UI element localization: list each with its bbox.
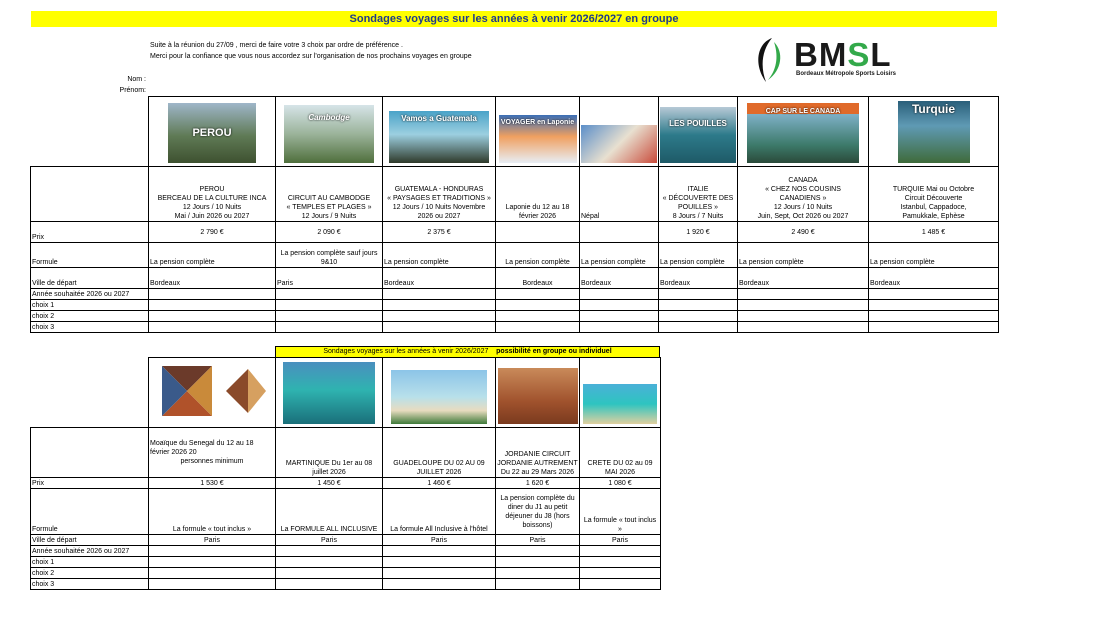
input-cell[interactable] <box>149 557 276 568</box>
trip-desc-guatemala: GUATEMALA - HONDURAS « PAYSAGES ET TRADITIONS » 12 Jours / 10 Nuits Novembre 2026 ou 2027 <box>383 167 496 222</box>
formule-cell: La pension complète sauf jours 9&10 <box>276 243 383 268</box>
input-cell[interactable] <box>496 557 580 568</box>
ville-cell: Bordeaux <box>738 268 869 289</box>
peru-image: PEROU <box>168 103 256 163</box>
input-cell[interactable] <box>496 579 580 590</box>
input-cell[interactable] <box>276 322 383 333</box>
trip-image-cell <box>580 358 661 428</box>
trip-image-cell <box>149 97 276 167</box>
ville-cell: Paris <box>276 535 383 546</box>
row-label-annee: Année souhaitée 2026 ou 2027 <box>31 546 149 557</box>
input-cell[interactable] <box>659 289 738 300</box>
martinique-image <box>283 362 375 424</box>
ville-cell: Bordeaux <box>496 268 580 289</box>
input-cell[interactable] <box>580 579 661 590</box>
input-cell[interactable] <box>496 568 580 579</box>
trip-image-cell <box>496 97 580 167</box>
formule-cell: La pension complète du diner du J1 au petit déjeuner du J8 (hors boissons) <box>496 489 580 535</box>
price-cell: 1 080 € <box>580 478 661 489</box>
price-cell: 1 620 € <box>496 478 580 489</box>
trip-desc-laponie: Laponie du 12 au 18 février 2026 <box>496 167 580 222</box>
trip-desc-canada: CANADA « CHEZ NOS COUSINS CANADIENS » 12 Jours / 10 Nuits Juin, Sept, Oct 2026 ou 2027 <box>738 167 869 222</box>
input-cell[interactable] <box>383 557 496 568</box>
input-cell[interactable] <box>276 289 383 300</box>
formule-cell: La pension complète <box>149 243 276 268</box>
input-cell[interactable] <box>276 546 383 557</box>
input-cell[interactable] <box>580 289 659 300</box>
row-label-choix3: choix 3 <box>31 322 149 333</box>
formule-cell: La FORMULE ALL INCLUSIVE <box>276 489 383 535</box>
ville-cell: Paris <box>276 268 383 289</box>
input-cell[interactable] <box>580 322 659 333</box>
table2-title: Sondages voyages sur les années à venir 2026/2027 possibilité en groupe ou individuel <box>275 346 660 358</box>
guadeloupe-image <box>391 370 487 424</box>
formule-cell: La pension complète <box>383 243 496 268</box>
input-cell[interactable] <box>149 579 276 590</box>
input-cell[interactable] <box>496 300 580 311</box>
trip-desc-turquie: TURQUIE Mai ou Octobre Circuit Découverte Istanbul, Cappadoce, Pamukkale, Ephèse <box>869 167 999 222</box>
nepal-image <box>581 125 657 163</box>
formule-cell: La formule All Inclusive à l'hôtel <box>383 489 496 535</box>
row-label-choix2: choix 2 <box>31 568 149 579</box>
nom-label: Nom : <box>127 76 146 83</box>
bmsl-logo <box>752 36 912 86</box>
input-cell[interactable] <box>869 300 999 311</box>
input-cell[interactable] <box>276 568 383 579</box>
trip-desc-guadeloupe: GUADELOUPE DU 02 AU 09 JUILLET 2026 <box>383 428 496 478</box>
input-cell[interactable] <box>383 289 496 300</box>
trip-image-cell <box>276 97 383 167</box>
jordanie-image <box>498 368 578 424</box>
survey-table-individuel <box>30 357 661 590</box>
trip-image-cell <box>659 97 738 167</box>
input-cell[interactable] <box>383 322 496 333</box>
corner-cell <box>31 97 149 167</box>
trip-image-cell <box>383 97 496 167</box>
row-label-choix1: choix 1 <box>31 300 149 311</box>
formule-cell: La pension complète <box>738 243 869 268</box>
trip-image-cell <box>869 97 999 167</box>
row-label-annee: Année souhaitée 2026 ou 2027 <box>31 289 149 300</box>
input-cell[interactable] <box>149 289 276 300</box>
price-cell <box>496 222 580 243</box>
input-cell[interactable] <box>149 311 276 322</box>
row-label-choix3: choix 3 <box>31 579 149 590</box>
input-cell[interactable] <box>738 322 869 333</box>
ville-cell: Bordeaux <box>869 268 999 289</box>
trip-desc-jordanie: JORDANIE CIRCUIT JORDANIE AUTREMENT Du 22 au 29 Mars 2026 <box>496 428 580 478</box>
price-cell: 1 530 € <box>149 478 276 489</box>
price-cell: 1 920 € <box>659 222 738 243</box>
trip-desc-peru: PEROU BERCEAU DE LA CULTURE INCA 12 Jours / 10 Nuits Mai / Juin 2026 ou 2027 <box>149 167 276 222</box>
guatemala-image: Vamos a Guatemala <box>389 111 489 163</box>
price-cell <box>580 222 659 243</box>
ville-cell: Paris <box>580 535 661 546</box>
intro-line-1: Suite à la réunion du 27/09 , merci de faire votre 3 choix par ordre de préférence . <box>150 42 403 49</box>
trip-desc-cambodia: CIRCUIT AU CAMBODGE « TEMPLES ET PLAGES » 12 Jours / 9 Nuits <box>276 167 383 222</box>
input-cell[interactable] <box>149 568 276 579</box>
turquie-image: Turquie <box>898 101 970 163</box>
ville-cell: Paris <box>149 535 276 546</box>
formule-cell: La pension complète <box>659 243 738 268</box>
input-cell[interactable] <box>496 311 580 322</box>
input-cell[interactable] <box>580 557 661 568</box>
senegal-image <box>156 364 268 418</box>
row-label-choix1: choix 1 <box>31 557 149 568</box>
input-cell[interactable] <box>738 289 869 300</box>
input-cell[interactable] <box>149 322 276 333</box>
input-cell[interactable] <box>149 300 276 311</box>
input-cell[interactable] <box>276 557 383 568</box>
pouilles-image: LES POUILLES <box>660 107 736 163</box>
input-cell[interactable] <box>869 311 999 322</box>
formule-cell: La pension complète <box>869 243 999 268</box>
formule-cell: La pension complète <box>496 243 580 268</box>
input-cell[interactable] <box>869 289 999 300</box>
input-cell[interactable] <box>276 579 383 590</box>
ville-cell: Bordeaux <box>383 268 496 289</box>
trip-desc-senegal: Moaïque du Senegal du 12 au 18 février 2026 20 personnes minimum <box>149 428 276 478</box>
trip-desc-italie: ITALIE « DÉCOUVERTE DES POUILLES » 8 Jours / 7 Nuits <box>659 167 738 222</box>
input-cell[interactable] <box>276 311 383 322</box>
input-cell[interactable] <box>496 289 580 300</box>
input-cell[interactable] <box>383 579 496 590</box>
desc-label-cell <box>31 428 149 478</box>
input-cell[interactable] <box>659 311 738 322</box>
formule-cell: La pension complète <box>580 243 659 268</box>
price-cell: 2 490 € <box>738 222 869 243</box>
trip-image-cell <box>383 358 496 428</box>
prenom-label: Prénom: <box>119 87 146 94</box>
row-label-formule: Formule <box>31 489 149 535</box>
trip-desc-crete: CRETE DU 02 au 09 MAI 2026 <box>580 428 661 478</box>
input-cell[interactable] <box>496 546 580 557</box>
bmsl-subtitle: Bordeaux Métropole Sports Loisirs <box>796 71 897 77</box>
input-cell[interactable] <box>580 568 661 579</box>
trip-image-cell <box>496 358 580 428</box>
formule-cell: La formule « tout inclus » <box>149 489 276 535</box>
crete-image <box>583 384 657 424</box>
trip-image-cell <box>276 358 383 428</box>
cambodia-image: Cambodge <box>284 105 374 163</box>
input-cell[interactable] <box>276 300 383 311</box>
ville-cell: Paris <box>496 535 580 546</box>
input-cell[interactable] <box>738 300 869 311</box>
trip-desc-nepal: Népal <box>580 167 659 222</box>
laponie-image: VOYAGER en Laponie <box>499 115 577 163</box>
trip-desc-martinique: MARTINIQUE Du 1er au 08 juillet 2026 <box>276 428 383 478</box>
price-cell: 1 460 € <box>383 478 496 489</box>
row-label-choix2: choix 2 <box>31 311 149 322</box>
input-cell[interactable] <box>383 568 496 579</box>
input-cell[interactable] <box>580 311 659 322</box>
price-cell: 1 450 € <box>276 478 383 489</box>
input-cell[interactable] <box>383 546 496 557</box>
trip-image-cell <box>738 97 869 167</box>
price-cell: 2 790 € <box>149 222 276 243</box>
row-label-prix: Prix <box>31 478 149 489</box>
ville-cell: Paris <box>383 535 496 546</box>
input-cell[interactable] <box>580 546 661 557</box>
input-cell[interactable] <box>738 311 869 322</box>
input-cell[interactable] <box>383 311 496 322</box>
page-title: Sondages voyages sur les années à venir 2026/2027 en groupe <box>31 11 997 27</box>
input-cell[interactable] <box>149 546 276 557</box>
price-cell: 2 090 € <box>276 222 383 243</box>
row-label-formule: Formule <box>31 243 149 268</box>
input-cell[interactable] <box>659 322 738 333</box>
row-label-ville: Ville de départ <box>31 535 149 546</box>
ville-cell: Bordeaux <box>149 268 276 289</box>
canada-image: CAP SUR LE CANADA <box>747 103 859 163</box>
bmsl-leaf-icon <box>752 36 786 84</box>
ville-cell: Bordeaux <box>659 268 738 289</box>
row-label-prix: Prix <box>31 222 149 243</box>
trip-image-cell <box>149 358 276 428</box>
price-cell: 2 375 € <box>383 222 496 243</box>
ville-cell: Bordeaux <box>580 268 659 289</box>
bmsl-wordmark: BMSL <box>794 36 892 73</box>
survey-table-groupe <box>30 96 999 333</box>
intro-line-2: Merci pour la confiance que vous nous accordez sur l'organisation de nos prochains voyages en groupe <box>150 53 472 60</box>
formule-cell: La formule « tout inclus » <box>580 489 661 535</box>
input-cell[interactable] <box>580 300 659 311</box>
input-cell[interactable] <box>496 322 580 333</box>
trip-image-cell <box>580 97 659 167</box>
row-label-ville: Ville de départ <box>31 268 149 289</box>
input-cell[interactable] <box>383 300 496 311</box>
corner-cell <box>31 358 149 428</box>
desc-label-cell <box>31 167 149 222</box>
price-cell: 1 485 € <box>869 222 999 243</box>
input-cell[interactable] <box>659 300 738 311</box>
input-cell[interactable] <box>869 322 999 333</box>
